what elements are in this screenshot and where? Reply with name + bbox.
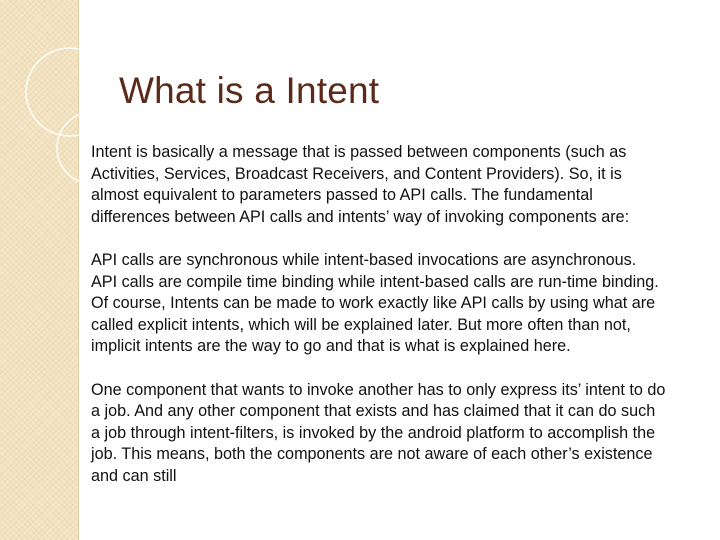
paragraph-intent-filters: One component that wants to invoke another has to only express its’ intent to do a job. And any other component that exists and has claimed that it can do such a job through intent-filters, is invoked by the android platform to accomplish the job. This means, both the components are not aware of each other’s existence and can still	[91, 380, 666, 485]
slide-title: What is a Intent	[119, 70, 380, 111]
paragraph-gap	[91, 228, 666, 250]
paragraph-gap	[91, 358, 666, 380]
paragraph-binding: API calls are compile time binding while intent-based calls are run-time binding. Of course, Intents can be made to work exactly like API calls by using what are called explicit intents, which will be explained later. But more often than not, implicit intents are the way to go and that is what is explained here.	[91, 272, 659, 356]
slide-body	[91, 142, 666, 488]
paragraph-intro: Intent is basically a message that is passed between components (such as Activities, Services, Broadcast Receivers, and Content Providers). So, it is almost equivalent to parameters passed to API calls. The fundamental differences between API calls and intents’ way of invoking components are:	[91, 143, 630, 226]
deco-circle-large	[26, 48, 114, 136]
paragraph-synchronous: API calls are synchronous while intent-based invocations are asynchronous.	[91, 250, 637, 269]
